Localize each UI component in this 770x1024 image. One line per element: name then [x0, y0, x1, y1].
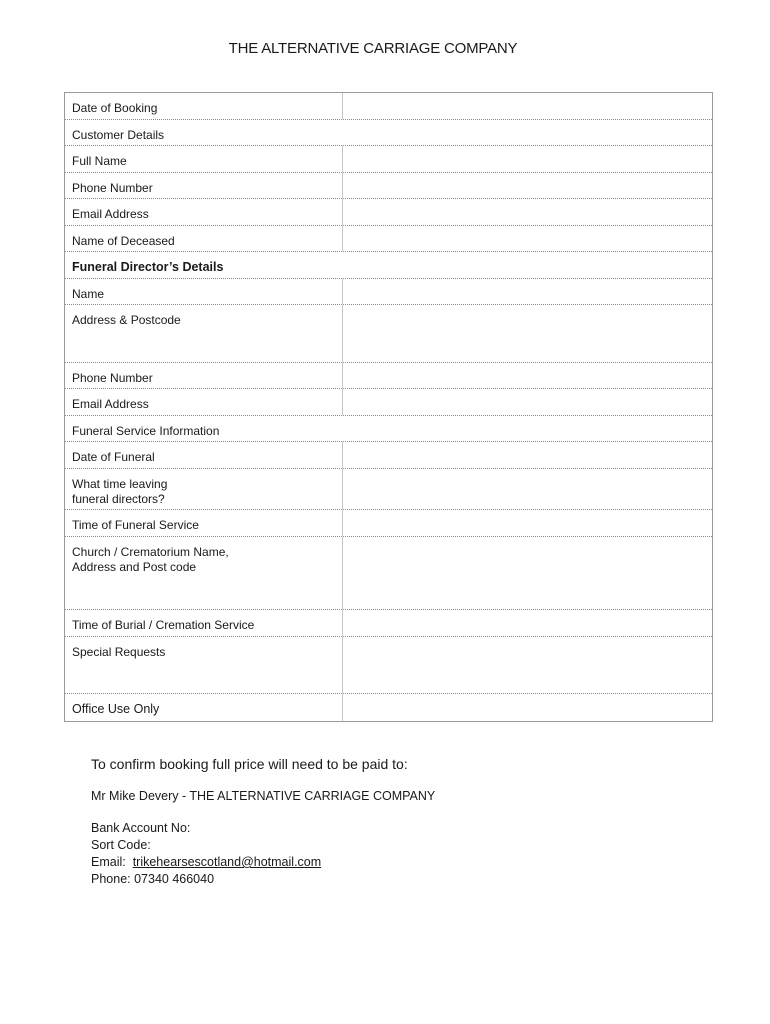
- row-time-of-funeral-service: [65, 510, 712, 537]
- row-director-name: [65, 279, 712, 305]
- bank-account-label: Bank Account No:: [91, 821, 191, 835]
- row-director-address: [65, 305, 712, 363]
- email-label: Email:: [91, 855, 126, 869]
- label-director-phone: Phone Number: [72, 371, 153, 385]
- label-funeral-director-details: Funeral Director’s Details: [72, 260, 224, 274]
- field-time-leaving-directors[interactable]: [342, 469, 712, 509]
- company-title: THE ALTERNATIVE CARRIAGE COMPANY: [228, 40, 518, 57]
- label-director-email: Email Address: [72, 397, 149, 411]
- label-director-name: Name: [72, 287, 105, 301]
- field-full-name[interactable]: [342, 146, 712, 172]
- field-time-of-funeral-service[interactable]: [342, 510, 712, 536]
- label-customer-email: Email Address: [72, 207, 149, 221]
- label-director-address: Address & Postcode: [72, 313, 181, 327]
- field-church-crematorium[interactable]: [342, 537, 712, 609]
- row-special-requests: [65, 637, 712, 694]
- label-name-of-deceased: Name of Deceased: [72, 234, 175, 248]
- phone-line: Phone: 07340 466040: [91, 872, 215, 886]
- row-time-leaving-directors: [65, 469, 712, 510]
- payment-heading: To confirm booking full price will need to be paid to:: [91, 756, 408, 772]
- label-date-of-funeral: Date of Funeral: [72, 450, 155, 464]
- row-date-of-booking: [65, 93, 712, 120]
- field-special-requests[interactable]: [342, 637, 712, 693]
- payment-instructions: [91, 756, 691, 888]
- field-customer-phone[interactable]: [342, 173, 712, 198]
- label-time-leaving-directors: What time leaving funeral directors?: [72, 477, 168, 506]
- email-line: [91, 854, 691, 871]
- field-customer-email[interactable]: [342, 199, 712, 225]
- field-director-phone[interactable]: [342, 363, 712, 388]
- row-customer-phone: [65, 173, 712, 199]
- field-director-address[interactable]: [342, 305, 712, 362]
- row-full-name: [65, 146, 712, 173]
- field-date-of-booking[interactable]: [342, 93, 712, 119]
- row-director-phone: [65, 363, 712, 389]
- sort-code-label: Sort Code:: [91, 838, 151, 852]
- label-time-of-funeral-service: Time of Funeral Service: [72, 518, 199, 532]
- label-time-of-burial: Time of Burial / Cremation Service: [72, 618, 255, 632]
- label-special-requests: Special Requests: [72, 645, 166, 659]
- field-director-name[interactable]: [342, 279, 712, 304]
- row-time-of-burial: [65, 610, 712, 637]
- section-customer-details: [65, 120, 712, 146]
- row-office-use-only: [65, 694, 712, 721]
- row-date-of-funeral: [65, 442, 712, 469]
- label-date-of-booking: Date of Booking: [72, 101, 158, 115]
- label-funeral-service-information: Funeral Service Information: [72, 424, 220, 438]
- field-office-use-only[interactable]: [342, 694, 712, 721]
- row-name-of-deceased: [65, 226, 712, 252]
- email-link[interactable]: trikehearsescotland@hotmail.com: [132, 855, 322, 869]
- payment-payee: Mr Mike Devery - THE ALTERNATIVE CARRIAGE COMPANY: [91, 789, 436, 803]
- section-funeral-director-details: [65, 252, 712, 279]
- booking-form-table: [64, 92, 713, 722]
- label-customer-details: Customer Details: [72, 128, 165, 142]
- field-director-email[interactable]: [342, 389, 712, 415]
- label-full-name: Full Name: [72, 154, 127, 168]
- field-time-of-burial[interactable]: [342, 610, 712, 636]
- payment-details: [91, 820, 691, 888]
- label-church-crematorium: Church / Crematorium Name, Address and Post code: [72, 545, 229, 574]
- label-office-use-only: Office Use Only: [72, 702, 160, 716]
- label-customer-phone: Phone Number: [72, 181, 153, 195]
- field-name-of-deceased[interactable]: [342, 226, 712, 251]
- field-date-of-funeral[interactable]: [342, 442, 712, 468]
- row-church-crematorium: [65, 537, 712, 610]
- row-customer-email: [65, 199, 712, 226]
- section-funeral-service-information: [65, 416, 712, 442]
- row-director-email: [65, 389, 712, 416]
